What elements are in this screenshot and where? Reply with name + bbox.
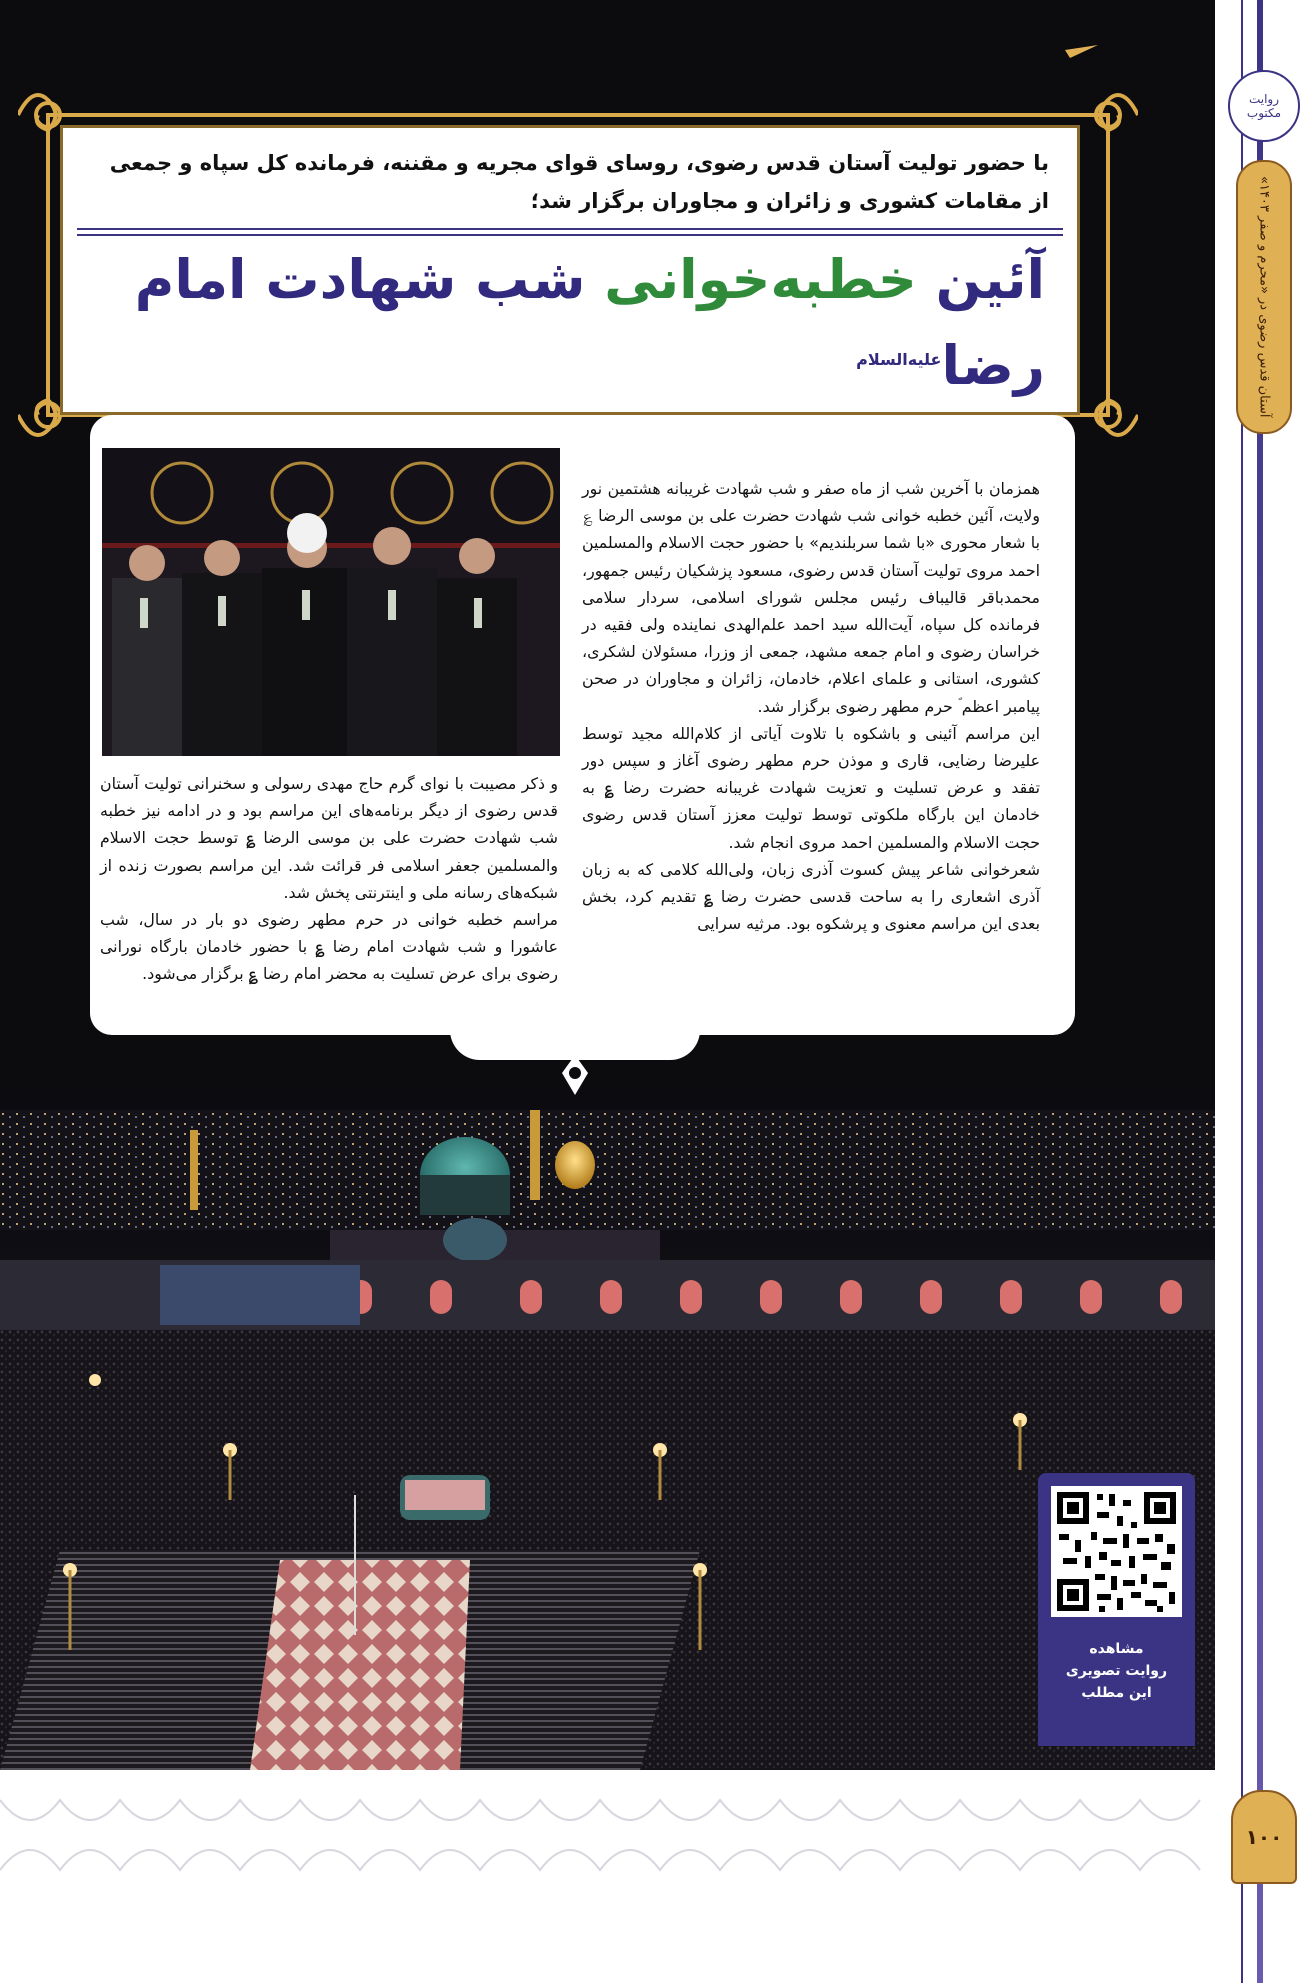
paragraph: این مراسم آئینی و باشکوه با تلاوت آیاتی از کلام‌الله مجید توسط علیرضا رضایی، قاری و موذن حرم مطهر رضوی آغاز و سپس دور تفقد و عرض تسلیت و تعزیت شهادت غریبانه حضرت رضا ؏ به خادمان این بارگاه ملکوتی توسط تولیت معزز آستان قدس رضوی حجت الاسلام والمسلمین احمد مروی انجام شد. xyxy=(582,723,1040,852)
paragraph: و ذکر مصیبت با نوای گرم حاج مهدی رسولی و سخنرانی تولیت آستان قدس رضوی از دیگر برنامه‌های این مراسم بود و در ادامه نیز خطبه شب شهادت حضرت علی بن موسی الرضا ؏ توسط حجت الاسلام والمسلمین جعفر اسلامی فر قرائت شد. این مراسم بصورت زنده از شبکه‌های رسانه ملی و اینترنتی پخش شد. xyxy=(100,774,558,902)
title-honorific: علیه‌السلام xyxy=(856,350,942,369)
right-margin xyxy=(1215,0,1310,1983)
ceremony-photo xyxy=(102,448,560,756)
qr-caption-line: روایت تصویری xyxy=(1065,1663,1168,1679)
article-column-left xyxy=(100,770,558,988)
page-number: ۱۰۰ xyxy=(1231,1790,1297,1884)
paragraph: شعرخوانی شاعر پیش کسوت آذری زبان، ولی‌الله کلامی که به زبان آذری اشعاری را به ساحت قدسی حضرت رضا ؏ تقدیم کرد، بخش بعدی این مراسم معنوی و پرشکوه بود. مرثیه سرایی xyxy=(582,859,1040,934)
issue-tab-text: آستان قدس رضوی در «محرم و صفر ۱۴۰۳» xyxy=(1256,176,1272,418)
issue-tab xyxy=(1236,160,1292,434)
series-logo-text: روایت مکتوب xyxy=(1246,92,1282,120)
title-part-1: آئین xyxy=(935,248,1045,311)
ornament-drop-icon xyxy=(560,1055,590,1095)
qr-panel[interactable] xyxy=(1038,1473,1195,1746)
shrine-night-photo xyxy=(0,1090,1215,1770)
qr-caption xyxy=(1038,1638,1195,1704)
paragraph: مراسم خطبه خوانی در حرم مطهر رضوی دو بار در سال، شب عاشورا و شب شهادت امام رضا ؏ با حضور خادمان بارگاه نورانی رضوی برای عرض تسلیت به محضر امام رضا ؏ برگزار می‌شود. xyxy=(100,910,558,984)
series-logo xyxy=(1228,70,1300,142)
article-column-right xyxy=(582,475,1040,937)
title-highlight: خطبه‌خوانی xyxy=(604,248,917,311)
qr-code-icon[interactable] xyxy=(1051,1486,1182,1617)
lead-text: با حضور تولیت آستان قدس رضوی، روسای قوای مجریه و مقننه، فرمانده کل سپاه و جمعی از مقامات کشوری و زائران و مجاوران برگزار شد؛ xyxy=(109,151,1049,213)
header-box xyxy=(60,125,1080,415)
bottom-ornament-band xyxy=(0,1780,1215,1890)
qr-caption-line: مشاهده xyxy=(1089,1641,1144,1657)
paragraph: همزمان با آخرین شب از ماه صفر و شب شهادت غریبانه هشتمین نور ولایت، آئین خطبه خوانی شب شهادت حضرت علی بن موسی الرضا ؏ با شعار محوری «با شما سربلندیم» با حضور حجت الاسلام والمسلمین احمد مروی تولیت آستان قدس رضوی، مسعود پزشکیان رئیس جمهور، محمدباقر قالیباف رئیس مجلس شورای اسلامی، سردار سلامی فرمانده کل سپاه، آیت‌الله سید احمد علم‌الهدی نماینده ولی فقیه در خراسان رضوی و امام جمعه مشهد، جمعی از وزرا، مسئولان لشکری، کشوری، استانی و علمای اعلام، خادمان، زائران و مجاوران در صحن پیامبر اعظم ؐ حرم مطهر رضوی برگزار شد. xyxy=(582,479,1040,716)
title-divider xyxy=(77,228,1063,236)
qr-caption-line: این مطلب xyxy=(1081,1685,1152,1701)
title-part-2: شب شهادت امام رضا xyxy=(134,248,1045,397)
crescent-moon-icon xyxy=(1010,20,1100,90)
